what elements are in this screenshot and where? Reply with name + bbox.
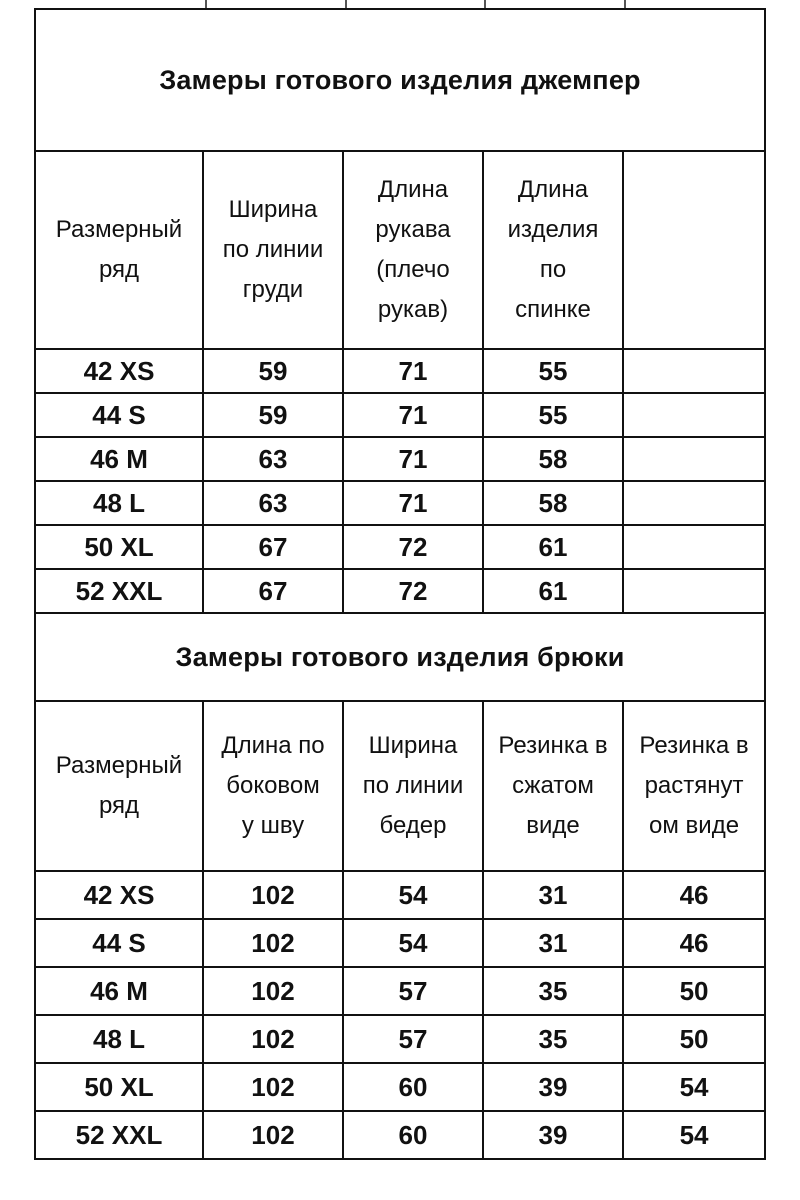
table-row [35, 967, 765, 1015]
jumper-size-cell: 46 M [35, 437, 203, 481]
trousers-hip-cell: 57 [343, 967, 483, 1015]
jumper-chest-cell: 67 [203, 525, 343, 569]
trousers-header-hip-width: Ширина по линии бедер [343, 701, 483, 871]
jumper-header-back-length: Длина изделия по спинке [483, 151, 623, 349]
jumper-back-cell: 55 [483, 349, 623, 393]
jumper-empty-cell [623, 349, 765, 393]
trousers-relaxed-cell: 39 [483, 1111, 623, 1159]
trousers-header-row [35, 701, 765, 871]
jumper-empty-cell [623, 525, 765, 569]
jumper-sleeve-cell: 71 [343, 481, 483, 525]
trousers-size-cell: 48 L [35, 1015, 203, 1063]
trousers-size-cell: 50 XL [35, 1063, 203, 1111]
trousers-length-cell: 102 [203, 919, 343, 967]
jumper-header-chest-width: Ширина по линии груди [203, 151, 343, 349]
jumper-header-sleeve-length: Длина рукава (плечо рукав) [343, 151, 483, 349]
trousers-length-cell: 102 [203, 1063, 343, 1111]
trousers-length-cell: 102 [203, 871, 343, 919]
jumper-chest-cell: 67 [203, 569, 343, 613]
trousers-relaxed-cell: 31 [483, 871, 623, 919]
jumper-sleeve-cell: 71 [343, 349, 483, 393]
table-row [35, 569, 765, 613]
trousers-relaxed-cell: 39 [483, 1063, 623, 1111]
jumper-empty-cell [623, 569, 765, 613]
table-row [35, 525, 765, 569]
jumper-sleeve-cell: 72 [343, 569, 483, 613]
trousers-length-cell: 102 [203, 1111, 343, 1159]
jumper-empty-cell [623, 437, 765, 481]
trousers-relaxed-cell: 35 [483, 1015, 623, 1063]
jumper-section [35, 9, 765, 613]
trousers-header-waistband-relaxed: Резинка в сжатом виде [483, 701, 623, 871]
trousers-header-size: Размерный ряд [35, 701, 203, 871]
jumper-title-row [35, 9, 765, 151]
jumper-title: Замеры готового изделия джемпер [35, 9, 765, 151]
table-row [35, 1111, 765, 1159]
trousers-hip-cell: 54 [343, 871, 483, 919]
trousers-hip-cell: 60 [343, 1063, 483, 1111]
trousers-relaxed-cell: 31 [483, 919, 623, 967]
jumper-size-cell: 44 S [35, 393, 203, 437]
size-chart-table [34, 8, 766, 1160]
jumper-size-cell: 48 L [35, 481, 203, 525]
trousers-header-side-seam-length: Длина по боковом у шву [203, 701, 343, 871]
trousers-length-cell: 102 [203, 967, 343, 1015]
jumper-chest-cell: 59 [203, 393, 343, 437]
trousers-hip-cell: 54 [343, 919, 483, 967]
jumper-sleeve-cell: 71 [343, 393, 483, 437]
trousers-stretched-cell: 46 [623, 919, 765, 967]
jumper-sleeve-cell: 71 [343, 437, 483, 481]
jumper-empty-cell [623, 481, 765, 525]
table-row [35, 919, 765, 967]
jumper-header-row [35, 151, 765, 349]
trousers-size-cell: 42 XS [35, 871, 203, 919]
jumper-chest-cell: 59 [203, 349, 343, 393]
trousers-section [35, 613, 765, 1159]
jumper-size-cell: 52 XXL [35, 569, 203, 613]
trousers-title: Замеры готового изделия брюки [35, 613, 765, 701]
table-row [35, 481, 765, 525]
table-row [35, 393, 765, 437]
jumper-size-cell: 50 XL [35, 525, 203, 569]
trousers-size-cell: 46 M [35, 967, 203, 1015]
trousers-hip-cell: 60 [343, 1111, 483, 1159]
size-chart-sheet [34, 8, 764, 1160]
jumper-back-cell: 58 [483, 481, 623, 525]
jumper-chest-cell: 63 [203, 481, 343, 525]
trousers-relaxed-cell: 35 [483, 967, 623, 1015]
trousers-header-waistband-stretched: Резинка в растянут ом виде [623, 701, 765, 871]
trousers-title-row [35, 613, 765, 701]
jumper-back-cell: 58 [483, 437, 623, 481]
trousers-stretched-cell: 46 [623, 871, 765, 919]
trousers-size-cell: 52 XXL [35, 1111, 203, 1159]
trousers-stretched-cell: 50 [623, 1015, 765, 1063]
jumper-size-cell: 42 XS [35, 349, 203, 393]
jumper-header-empty [623, 151, 765, 349]
table-row [35, 1015, 765, 1063]
jumper-back-cell: 61 [483, 569, 623, 613]
jumper-back-cell: 55 [483, 393, 623, 437]
jumper-empty-cell [623, 393, 765, 437]
trousers-stretched-cell: 50 [623, 967, 765, 1015]
trousers-size-cell: 44 S [35, 919, 203, 967]
jumper-chest-cell: 63 [203, 437, 343, 481]
table-row [35, 437, 765, 481]
table-row [35, 871, 765, 919]
jumper-back-cell: 61 [483, 525, 623, 569]
jumper-sleeve-cell: 72 [343, 525, 483, 569]
table-row [35, 1063, 765, 1111]
trousers-length-cell: 102 [203, 1015, 343, 1063]
table-row [35, 349, 765, 393]
trousers-stretched-cell: 54 [623, 1063, 765, 1111]
trousers-stretched-cell: 54 [623, 1111, 765, 1159]
trousers-hip-cell: 57 [343, 1015, 483, 1063]
jumper-header-size: Размерный ряд [35, 151, 203, 349]
